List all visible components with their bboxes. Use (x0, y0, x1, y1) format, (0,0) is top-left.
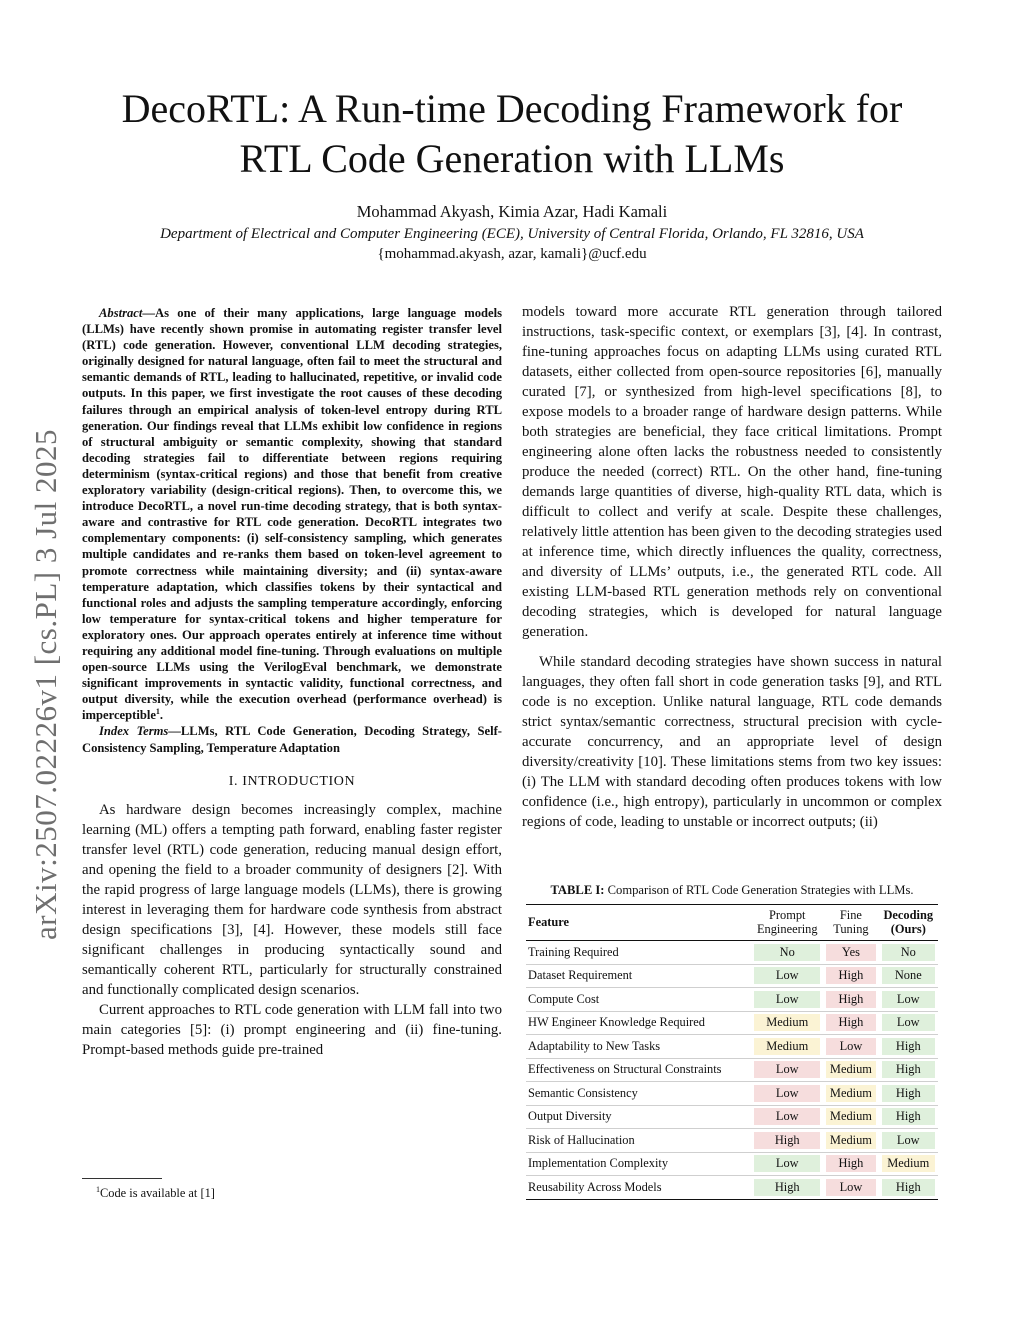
table-cell-feature: Adaptability to New Tasks (528, 1038, 661, 1053)
table-cell-feature: HW Engineer Knowledge Required (528, 1015, 705, 1030)
authors: Mohammad Akyash, Kimia Azar, Hadi Kamali (356, 202, 668, 221)
header-fine-line-2: Tuning (833, 922, 869, 936)
index-terms-label: Index Terms (99, 724, 169, 739)
abstract-text: —As one of their many applications, large language models (LLMs) have recently shown promise in automating register transfer level (RTL) code generation. However, conventional LLM decoding strategies, originally designed for natural language, often fail to meet the structural and semantic demands of RTL, leading to hallucinated, repetitive, or invalid code outputs. In this paper, we first investigate the root causes of these decoding failures through an empirical analysis of token-level entropy during RTL generation. Our findings reveal that LLMs exhibit low confidence in regions of structural ambiguity or semantic complexity, showing that standard decoding strategies fail to differentiate between regions requiring determinism (syntax-critical regions) and those that benefit from creative exploratory variability (design-critical regions). Then, to overcome this, we introduce DecoRTL, a novel run-time decoding strategy, that is both syntax-aware and contrastive for RTL code generation. DecoRTL integrates two complementary components: (i) self-consistency sampling, which generates multiple candidates and re-ranks them based on token-level agreement to promote correctness while maintaining diversity; and (ii) syntax-aware temperature adaptation, which classifies tokens by their syntactical and functional roles and adjusts the sampling temperature accordingly, enforcing low temperature for syntax-critical tokens and higher temperature for exploratory ones. Our approach operates entirely at inference time without requiring any additional model fine-tuning. Through evaluations on multiple open-source LLMs using the VerilogEval benchmark, we demonstrate significant improvements in syntactic validity, functional correctness, and output diversity, while the execution overhead (performance overhead) is imperceptible (82, 306, 502, 723)
table-cell-value: Low (882, 1014, 935, 1031)
table-cell-deco (879, 988, 938, 1012)
table-cell-deco (879, 1176, 938, 1200)
left-column (82, 305, 502, 1060)
table-cell-fine (823, 1082, 878, 1106)
table-cell-feature: Effectiveness on Structural Constraints (528, 1062, 722, 1077)
table-row (526, 1152, 938, 1176)
table-cell-fine (823, 1152, 878, 1176)
table-cell-value: High (826, 1155, 875, 1172)
table-cell-prompt (751, 1152, 823, 1176)
table-cell-value: Low (754, 1085, 820, 1102)
table-cell-value: Low (826, 1038, 875, 1055)
table-cell-value: Medium (826, 1108, 875, 1125)
table-cell-deco (879, 1011, 938, 1035)
table-caption-text: Comparison of RTL Code Generation Strategies with LLMs. (607, 883, 914, 897)
right-paragraph-1: models toward more accurate RTL generation through tailored instructions, task-specific context, or exemplars [3], [4]. In contrast, fine-tuning approaches focus on adapting LLMs using curated RTL datasets, either collected from open-source repositories [6], manually curated [7], or synthesized from high-level specifications [8], to expose models to a broader range of hardware design patterns. While both strategies are beneficial, they face critical limitations. Prompt engineering alone often lacks the robustness needed to consistently produce the needed (correct) RTL. On the other hand, fine-tuning demands large quantities of diverse, high-quality RTL data, which is difficult to collect and verify at scale. Despite these challenges, relatively little attention has been given to the decoding strategies used at inference time, which directly influences the quality, correctness, and diversity of LLMs’ outputs, i.e., the generated RTL code. All existing LLM-based RTL generation methods rely on conventional decoding strategies, which is developed for natural language generation. (522, 304, 942, 640)
intro-paragraph-2: Current approaches to RTL code generation with LLM fall into two main categories [5]: (i) prompt engineering and (ii) fine-tuning. Prompt-based methods guide pre-trained (82, 1001, 502, 1058)
table-cell-value: High (882, 1038, 935, 1055)
table-cell-value: No (882, 944, 935, 961)
table-cell-feature: Dataset Requirement (528, 968, 633, 983)
table-cell-feature: Compute Cost (528, 991, 600, 1006)
table-cell-value: Low (754, 1108, 820, 1125)
table-cell-value: Medium (826, 1085, 875, 1102)
footnote (82, 1186, 215, 1201)
abstract-label: Abstract (99, 306, 143, 320)
table-cell-deco (879, 1152, 938, 1176)
table-row (526, 1058, 938, 1082)
table-row (526, 988, 938, 1012)
right-column (522, 302, 942, 832)
section-heading-introduction: I. INTRODUCTION (228, 773, 356, 789)
table-row (526, 1105, 938, 1129)
table-cell-value: Medium (882, 1155, 935, 1172)
table-cell-value: High (882, 1108, 935, 1125)
table-cell-value: Yes (826, 944, 875, 961)
table-body (526, 941, 938, 1200)
table-cell-fine (823, 1011, 878, 1035)
table-cell-prompt (751, 1058, 823, 1082)
table-cell-fine (823, 1129, 878, 1153)
header-prompt-line-1: Prompt (769, 908, 806, 922)
table-cell-fine (823, 964, 878, 988)
table-row (526, 1082, 938, 1106)
table-cell-fine (823, 1035, 878, 1059)
table-cell-deco (879, 1105, 938, 1129)
table-cell-prompt (751, 1082, 823, 1106)
table-row (526, 964, 938, 988)
table-cell-prompt (751, 1035, 823, 1059)
intro-paragraph-1: As hardware design becomes increasingly complex, machine learning (ML) offers a tempting path forward, enabling faster register transfer level (RTL) code generation, reducing manual design effort, and opening the field to a broader community of designers [2]. With the rapid progress of large language models (LLMs), there is growing interest in leveraging them for hardware code synthesis from abstract design specifications [3], [4]. However, these models still face significant challenges in producing syntactically sound and semantically coherent RTL, particularly for structurally constrained and functionally complicated design scenarios. (82, 801, 502, 998)
footnote-text: Code is available at [1] (100, 1186, 215, 1200)
table-cell-value: Medium (826, 1132, 875, 1149)
table-cell-prompt (751, 1129, 823, 1153)
index-terms (82, 723, 502, 755)
table-cell-value: Low (754, 991, 820, 1008)
table-cell-deco (879, 964, 938, 988)
table-caption (522, 883, 942, 898)
table-cell-feature: Risk of Hallucination (528, 1132, 635, 1147)
table-cell-value: Medium (826, 1061, 875, 1078)
table-cell-deco (879, 1035, 938, 1059)
header-decoding-ours (879, 905, 938, 941)
table-cell-prompt (751, 941, 823, 965)
table-row (526, 1176, 938, 1200)
table-cell-deco (879, 1082, 938, 1106)
header-prompt-engineering (751, 905, 823, 941)
header-deco-line-2: (Ours) (890, 922, 926, 936)
table-cell-feature: Implementation Complexity (528, 1156, 669, 1171)
footnote-rule (82, 1178, 162, 1179)
table-cell-value: Low (754, 1155, 820, 1172)
table-cell-value: Low (754, 1061, 820, 1078)
table-cell-fine (823, 988, 878, 1012)
email: {mohammad.akyash, azar, kamali}@ucf.edu (377, 246, 647, 262)
table-cell-value: High (826, 1014, 875, 1031)
table-cell-feature: Reusability Across Models (528, 1179, 662, 1194)
right-paragraph-2: While standard decoding strategies have shown success in natural languages, they often fall short in code generation tasks [9], and RTL code is no exception. Unlike natural language, RTL code demands strict syntax/semantic correctness, structural precision with cycle-accurate concurrency, and an appropriate level of design diversity/creativity [10]. These limitations stems from two key issues: (i) The LLM with standard decoding often produces tokens with low confidence (i.e., high entropy), particularly in uncommon or complex regions of code, leading to unstable or incorrect outputs; (ii) (522, 654, 942, 830)
abstract-end: . (159, 708, 164, 723)
footnote-mark: 1 (96, 1184, 100, 1194)
title-line-2: RTL Code Generation with LLMs (239, 136, 785, 181)
table-cell-feature: Semantic Consistency (528, 1085, 638, 1100)
table-caption-label: TABLE I: (550, 883, 605, 897)
abstract (82, 305, 502, 723)
table-row (526, 1011, 938, 1035)
table-cell-deco (879, 941, 938, 965)
table-cell-prompt (751, 1011, 823, 1035)
table-cell-value: High (882, 1085, 935, 1102)
header-prompt-line-2: Engineering (756, 922, 818, 936)
table-header-row (526, 905, 938, 941)
table-cell-value: Low (882, 1132, 935, 1149)
table-row (526, 1035, 938, 1059)
abstract-footnote-mark: 1 (155, 707, 160, 717)
header-deco-line-1: Decoding (883, 908, 934, 922)
table-cell-value: No (754, 944, 820, 961)
table-cell-fine (823, 941, 878, 965)
table-cell-deco (879, 1129, 938, 1153)
table-cell-value: Low (826, 1179, 875, 1196)
table-row (526, 941, 938, 965)
affiliation: Department of Electrical and Computer Engineering (ECE), University of Central Florida, Orlando, FL 32816, USA (160, 226, 864, 242)
paper-title (60, 84, 964, 184)
table-cell-value: High (882, 1061, 935, 1078)
table-cell-value: Low (754, 967, 820, 984)
comparison-table (526, 904, 938, 1200)
header-feature: Feature (528, 915, 570, 929)
table-cell-prompt (751, 1105, 823, 1129)
header-fine-line-1: Fine (839, 908, 862, 922)
table-cell-value: High (826, 967, 875, 984)
table-cell-fine (823, 1176, 878, 1200)
table-cell-value: Low (882, 991, 935, 1008)
table-cell-fine (823, 1105, 878, 1129)
table-cell-prompt (751, 988, 823, 1012)
table-row (526, 1129, 938, 1153)
table-cell-deco (879, 1058, 938, 1082)
table-cell-prompt (751, 1176, 823, 1200)
table-cell-feature: Training Required (528, 944, 619, 959)
arxiv-identifier: arXiv:2507.02226v1 [cs.PL] 3 Jul 2025 (28, 428, 63, 940)
table-cell-fine (823, 1058, 878, 1082)
table-cell-prompt (751, 964, 823, 988)
table-cell-value: Medium (754, 1014, 820, 1031)
index-terms-text: —LLMs, RTL Code Generation, Decoding Strategy, Self-Consistency Sampling, Temperature Adaptation (82, 724, 502, 755)
header-fine-tuning (823, 905, 878, 941)
table-cell-value: Medium (754, 1038, 820, 1055)
table-cell-feature: Output Diversity (528, 1109, 612, 1124)
table-cell-value: High (754, 1179, 820, 1196)
table-cell-value: High (882, 1179, 935, 1196)
table-cell-value: None (882, 967, 935, 984)
table-cell-value: High (754, 1132, 820, 1149)
table-cell-value: High (826, 991, 875, 1008)
title-line-1: DecoRTL: A Run-time Decoding Framework for (121, 86, 903, 131)
